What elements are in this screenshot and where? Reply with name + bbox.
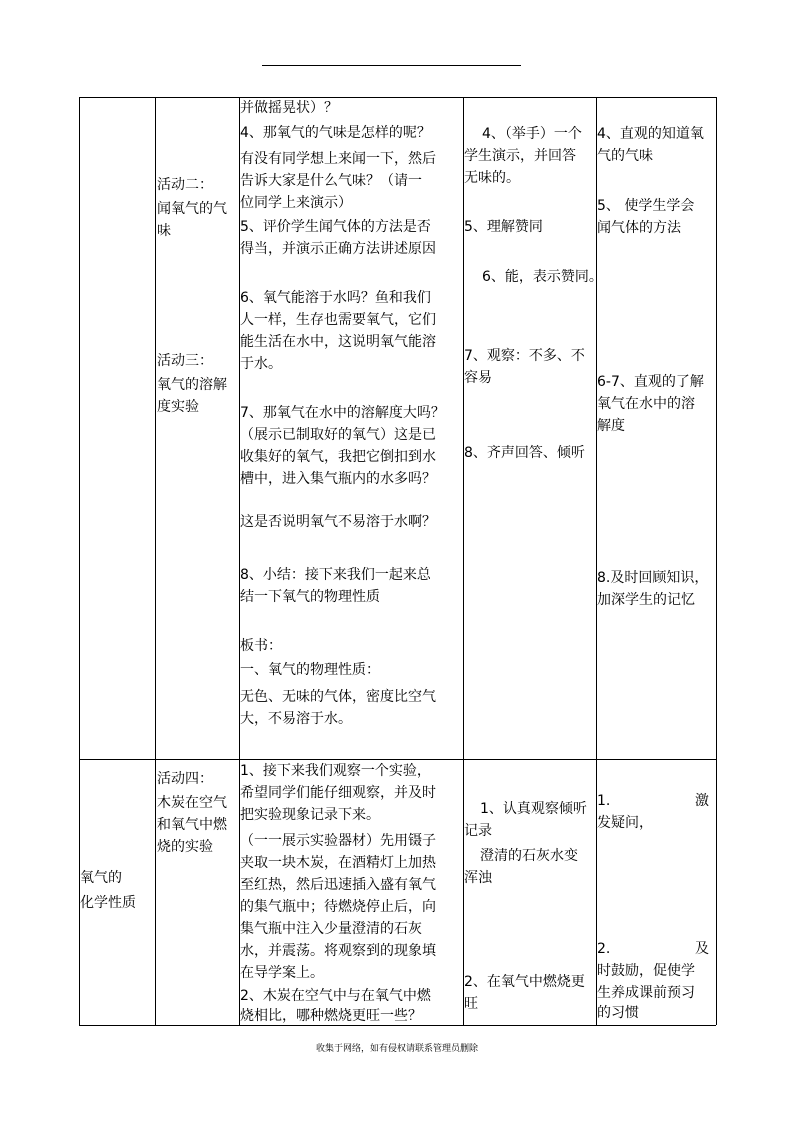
student-line: 学生演示，并回答 [464, 148, 576, 164]
teacher-line: 烧相比，哪种燃烧更旺一些？ [240, 1008, 422, 1024]
teacher-line: 得当，并演示正确方法讲述原因 [240, 241, 436, 257]
intent-num: 1. [597, 793, 611, 809]
intent-line: 加深学生的记忆 [597, 592, 695, 608]
student-line: 无味的。 [464, 170, 520, 186]
intent-line: 4、直观的知道氧 [597, 126, 704, 142]
teacher-line: 6、氧气能溶于水吗？鱼和我们 [240, 290, 431, 306]
intent-end: 及 [695, 941, 709, 957]
student-line: 容易 [464, 370, 492, 386]
teacher-line: 大，不易溶于水。 [240, 711, 352, 727]
teacher-line: 板书： [240, 638, 282, 654]
student-line: 4、（举手）一个 [482, 126, 582, 142]
intent-line: 5、 使学生学会 [597, 198, 695, 214]
intent-line: 时鼓励，促使学 [597, 963, 695, 979]
intent-line: 氧气在水中的溶 [597, 396, 695, 412]
teacher-line: 告诉大家是什么气味？（请一 [240, 173, 422, 189]
teacher-line: 8、小结：接下来我们一起来总 [240, 567, 431, 583]
teacher-line: 5、评价学生闻气体的方法是否 [240, 219, 431, 235]
activity4-line: 木炭在空气 [157, 795, 227, 811]
activity2-line: 闻氧气的气 [157, 201, 227, 217]
intent-line: 8.及时回顾知识， [597, 570, 709, 586]
teacher-line: 收集好的氧气，我把它倒扣到水 [240, 449, 436, 465]
intent-line: 气的气味 [597, 148, 653, 164]
activity3-line: 氧气的溶解 [157, 377, 227, 393]
intent-line: 解度 [597, 418, 625, 434]
student-line: 旺 [464, 996, 478, 1012]
topic-line: 氧气的 [80, 870, 122, 886]
teacher-line: 至红热，然后迅速插入盛有氧气 [240, 877, 436, 893]
teacher-line: 水，并震荡。将观察到的现象填 [240, 943, 436, 959]
intent-justified-line [597, 790, 709, 812]
student-line: 5、理解赞同 [464, 219, 543, 235]
activity4-line: 和氧气中燃 [157, 817, 227, 833]
teacher-line: 有没有同学想上来闻一下，然后 [240, 151, 436, 167]
student-line: 7、观察：不多、不 [464, 348, 585, 364]
teacher-line: 并做摇晃状）？ [240, 100, 338, 116]
teacher-line: （一一展示实验器材）先用镊子 [240, 833, 436, 849]
teacher-line: 一、氧气的物理性质： [240, 662, 380, 678]
student-line: 记录 [464, 823, 492, 839]
student-line: 2、在氧气中燃烧更 [464, 974, 585, 990]
teacher-line: 槽中，进入集气瓶内的水多吗？ [240, 471, 436, 487]
intent-line: 生养成课前预习 [597, 985, 695, 1001]
activity2-line: 味 [157, 223, 171, 239]
activity4-title: 活动四： [157, 771, 213, 787]
student-line: 8、齐声回答、倾听 [464, 445, 585, 461]
teacher-line: （展示已制取好的氧气）这是已 [240, 427, 436, 443]
intent-line: 发疑问， [597, 815, 653, 831]
student-line: 浑浊 [464, 870, 492, 886]
table-col-border [716, 97, 717, 1025]
teacher-line: 的集气瓶中；待燃烧停止后，向 [240, 899, 436, 915]
table-bottom-border [79, 1025, 716, 1026]
topic-line: 化学性质 [80, 895, 136, 911]
header-rule [262, 65, 521, 66]
activity3-title: 活动三： [157, 353, 213, 369]
intent-num: 2. [597, 941, 611, 957]
teacher-line: 在导学案上。 [240, 965, 324, 981]
page-footer: 收集于网络，如有侵权请联系管理员删除 [315, 1044, 478, 1054]
teacher-line: 把实验现象记录下来。 [240, 807, 380, 823]
student-line: 1、认真观察倾听 [480, 801, 587, 817]
teacher-line: 7、那氧气在水中的溶解度大吗？ [240, 405, 445, 421]
teacher-line: 夹取一块木炭，在酒精灯上加热 [240, 855, 436, 871]
student-line: 6、能，表示赞同。 [482, 269, 603, 285]
intent-line: 闻气体的方法 [597, 220, 681, 236]
table-top-border [79, 97, 716, 98]
teacher-line: 无色、无味的气体，密度比空气 [240, 689, 436, 705]
activity4-line: 烧的实验 [157, 839, 213, 855]
teacher-line: 人一样，生存也需要氧气，它们 [240, 312, 436, 328]
teacher-line: 能生活在水中，这说明氧气能溶 [240, 334, 436, 350]
activity2-title: 活动二： [157, 177, 213, 193]
intent-line: 6-7、直观的了解 [597, 374, 704, 390]
teacher-line: 这是否说明氧气不易溶于水啊？ [240, 514, 436, 530]
teacher-line: 集气瓶中注入少量澄清的石灰 [240, 921, 422, 937]
teacher-line: 希望同学们能仔细观察，并及时 [240, 785, 436, 801]
teacher-line: 位同学上来演示） [240, 195, 352, 211]
activity3-line: 度实验 [157, 399, 199, 415]
teacher-line: 结一下氧气的物理性质 [240, 589, 380, 605]
intent-line: 的习惯 [597, 1005, 639, 1021]
teacher-line: 于水。 [240, 356, 282, 372]
table-col-border [155, 97, 156, 1025]
teacher-line: 4、那氧气的气味是怎样的呢？ [240, 125, 431, 141]
teacher-line: 1、接下来我们观察一个实验， [240, 763, 431, 779]
student-line: 澄清的石灰水变 [480, 848, 578, 864]
teacher-line: 2、木炭在空气中与在氧气中燃 [240, 988, 431, 1004]
intent-end: 激 [695, 793, 709, 809]
intent-justified-line [597, 938, 709, 960]
